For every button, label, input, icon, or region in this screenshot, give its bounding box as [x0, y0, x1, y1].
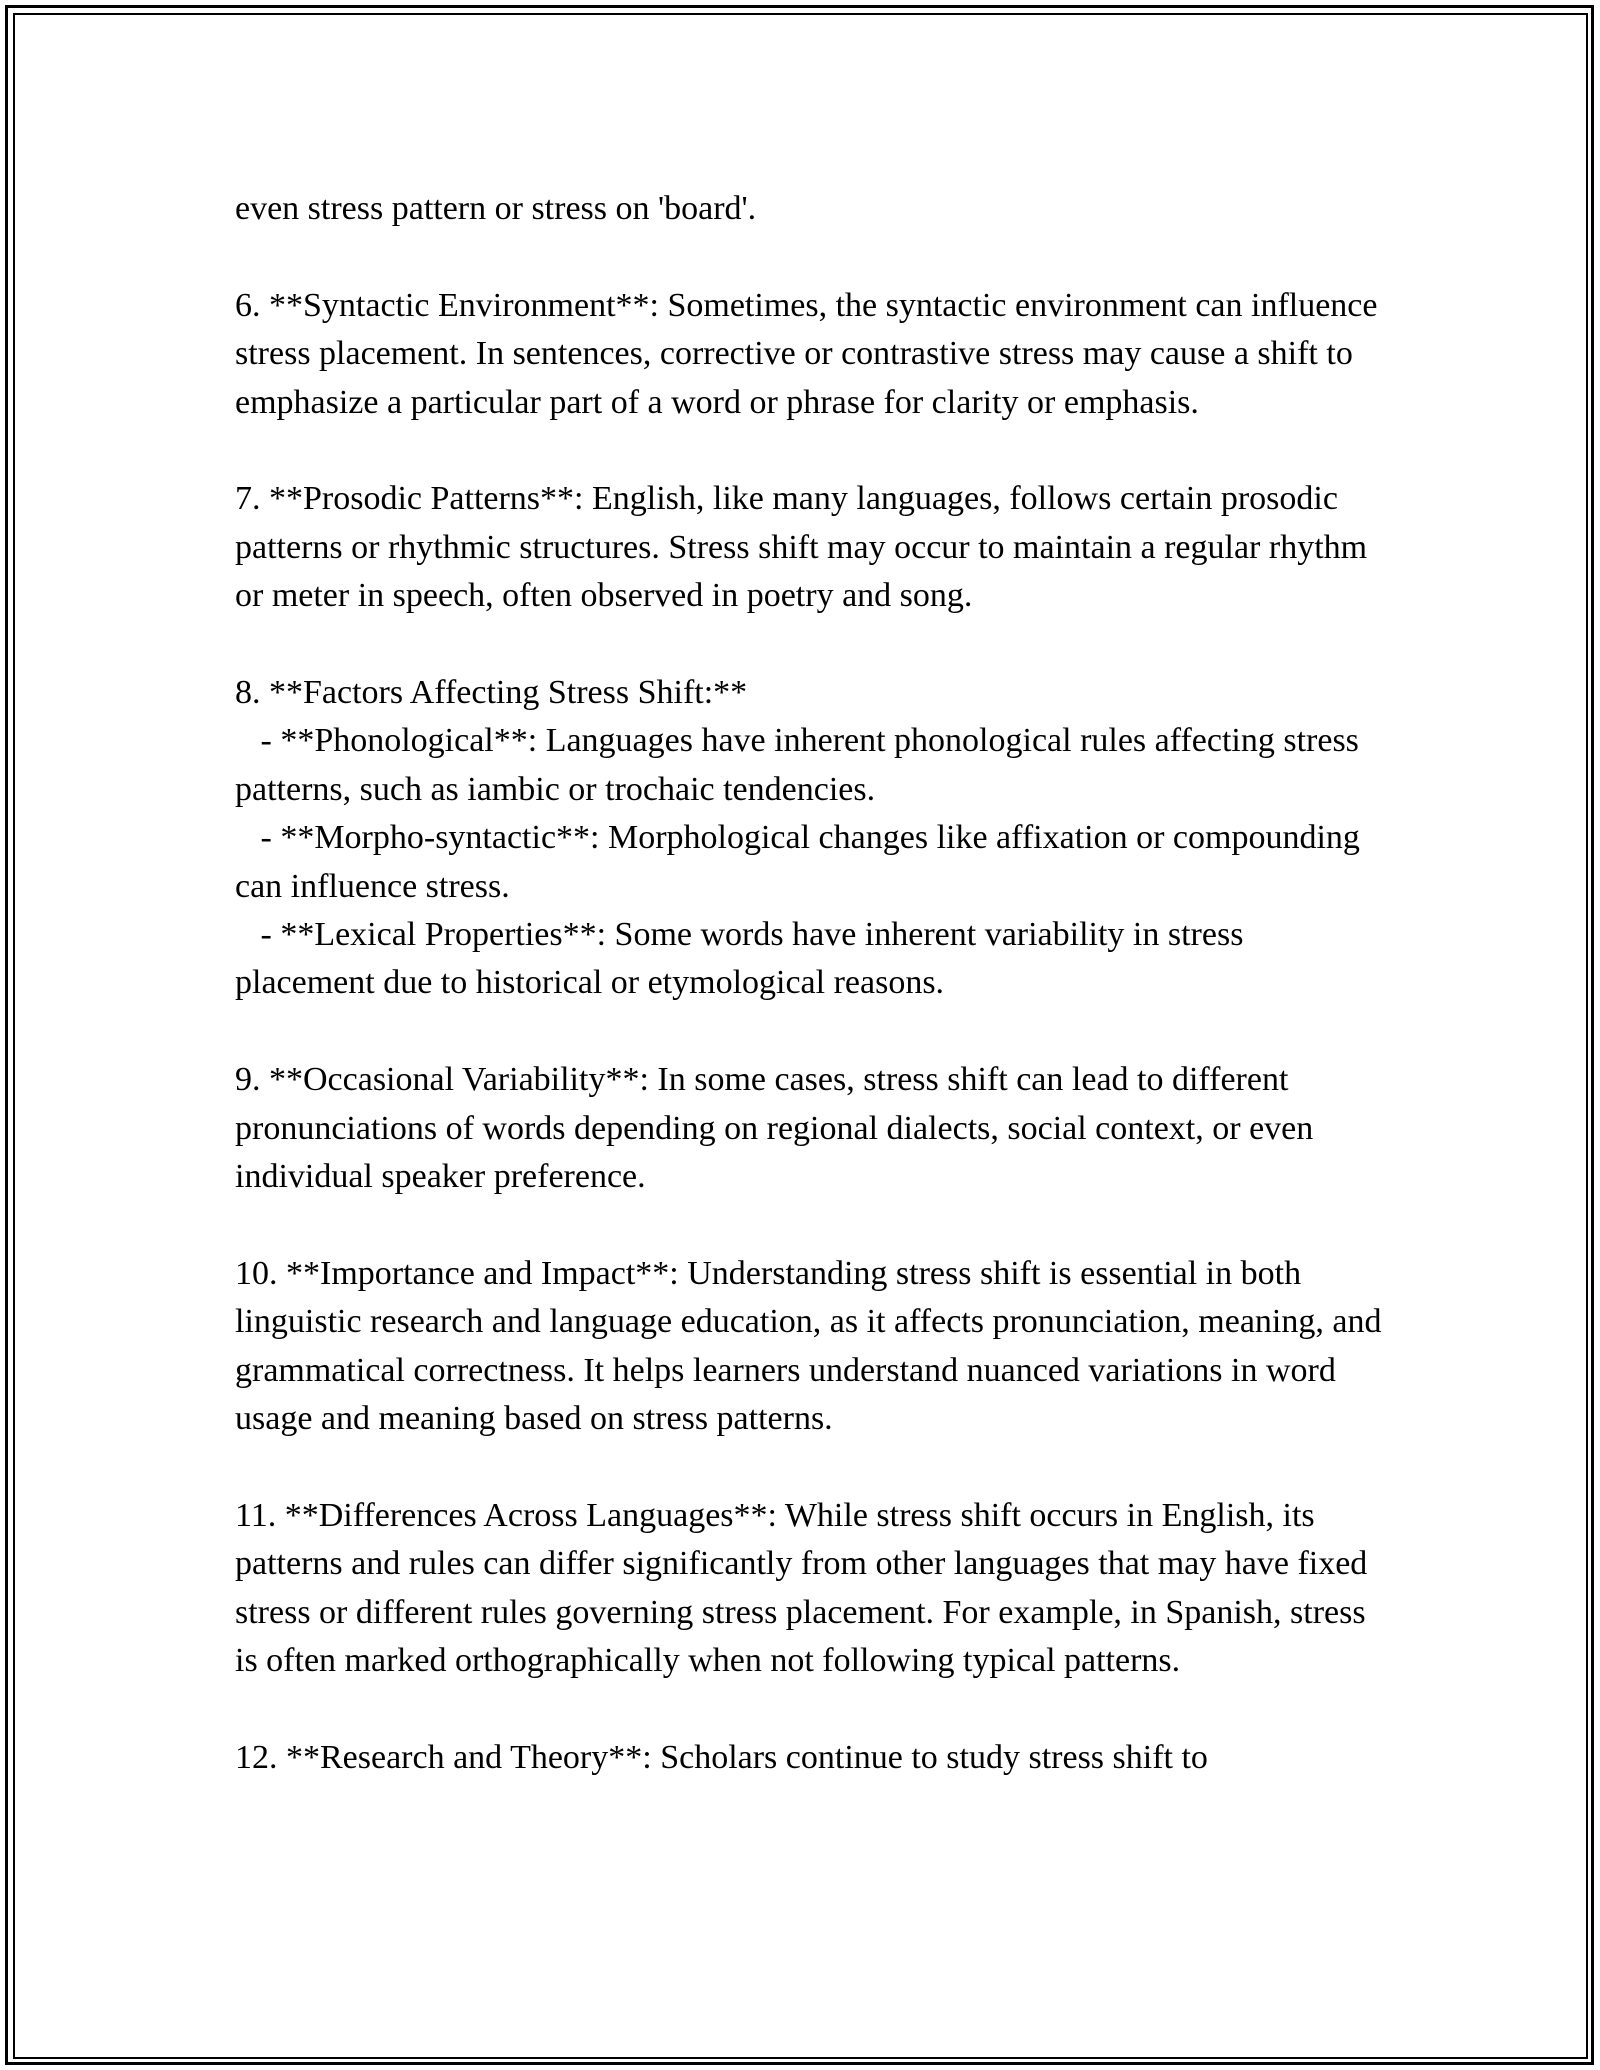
paragraph-continuation: even stress pattern or stress on 'board'. — [235, 190, 757, 227]
paragraph-research-and-theory: 12. **Research and Theory**: Scholars continue to study stress shift to — [235, 1738, 1208, 1776]
paragraph-prosodic-patterns: 7. **Prosodic Patterns**: English, like many languages, follows certain prosodic patterns or rhythmic structures. Stress shift may occur to maintain a regular rhythm or meter in speech, often observed in poetry and song. — [235, 480, 1376, 615]
paragraph-occasional-variability: 9. **Occasional Variability**: In some cases, stress shift can lead to different pronunciations of words depending on regional dialects, social context, or even individual speaker preference. — [235, 1061, 1322, 1196]
paragraph-syntactic-environment: 6. **Syntactic Environment**: Sometimes, the syntactic environment can influence stress placement. In sentences, corrective or contrastive stress may cause a shift to emphasize a particular part of a word or phrase for clarity or emphasis. — [235, 286, 1386, 421]
paragraph-factors-affecting-stress-shift: 8. **Factors Affecting Stress Shift:** - **Phonological**: Languages have inherent phonological rules affecting stress patterns, such as iambic or trochaic tendencies. - **Morpho-syntactic**: Morphological changes like affixation or compounding can influence stress. - **Lexical Properties**: Some words have inherent variability in stress placement due to historical or etymological reasons. — [235, 674, 1360, 1002]
paragraph-differences-across-languages: 11. **Differences Across Languages**: While stress shift occurs in English, its patterns and rules can differ significantly from other languages that may have fixed stress or different rules governing stress placement. For example, in Spanish, stress is often marked orthographically when not following typical patterns. — [235, 1496, 1376, 1680]
paragraph-importance-and-impact: 10. **Importance and Impact**: Understanding stress shift is essential in both linguistic research and language education, as it affects pronunciation, meaning, and grammatical correctness. It helps learners understand nuanced variations in word usage and meaning based on stress patterns. — [235, 1254, 1390, 1438]
document-body — [235, 185, 1390, 1782]
